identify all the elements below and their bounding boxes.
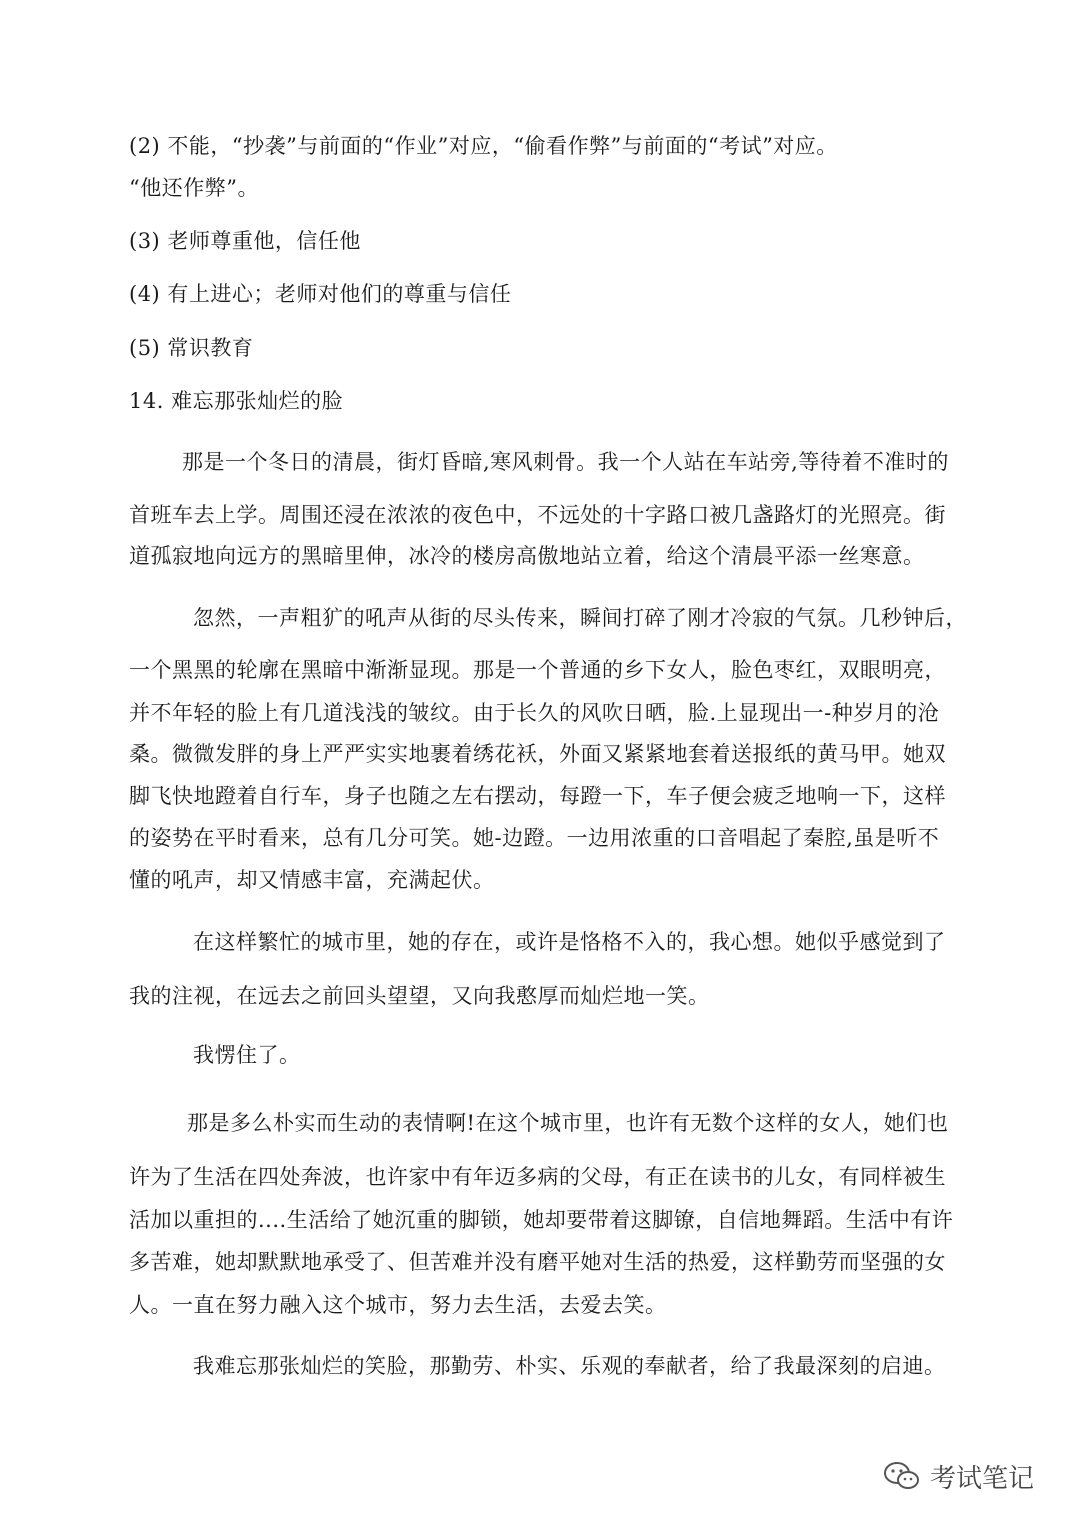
answer-line-4: (4) 有上进心；老师对他们的尊重与信任 [129, 282, 512, 306]
essay-line: 许为了生活在四处奔波，也许家中有年迈多病的父母，有正在读书的儿女，有同样被生 [129, 1165, 946, 1189]
essay-title: 14. 难忘那张灿烂的脸 [129, 389, 344, 413]
essay-line: 一个黑黑的轮廓在黑暗中渐渐显现。那是一个普通的乡下女人，脸色枣红，双眼明亮， [129, 658, 946, 682]
essay-line: 首班车去上学。周围还浸在浓浓的夜色中，不远处的十字路口被几盏路灯的光照亮。街 [129, 503, 946, 527]
essay-line: 我的注视，在远去之前回头望望，又向我憨厚而灿烂地一笑。 [129, 984, 710, 1008]
essay-line: 脚飞快地蹬着自行车，身子也随之左右摆动，每蹬一下，车子便会疲乏地响一下，这样 [129, 784, 946, 808]
essay-line: 在这样繁忙的城市里，她的存在，或许是恪格不入的，我心想。她似乎感觉到了 [193, 930, 946, 954]
answer-line-3: (3) 老师尊重他，信任他 [129, 229, 361, 253]
essay-line: 忽然，一声粗犷的吼声从街的尽头传来，瞬间打碎了刚才冷寂的气氛。几秒钟后， [193, 606, 967, 630]
essay-line: 桑。微微发胖的身上严严实实地裹着绣花袄，外面又紧紧地套着送报纸的黄马甲。她双 [129, 742, 946, 766]
essay-line: 那是一个冬日的清晨，街灯昏暗,寒风刺骨。我一个人站在车站旁,等待着不准时的 [182, 450, 949, 474]
answer-line-5: (5) 常识教育 [129, 336, 254, 360]
essay-line: 我难忘那张灿烂的笑脸，那勤劳、朴实、乐观的奉献者，给了我最深刻的启迪。 [193, 1354, 946, 1378]
essay-line: 多苦难，她却默默地承受了、但苦难并没有磨平她对生活的热爱，这样勤劳而坚强的女 [129, 1250, 946, 1274]
essay-line: 懂的吼声，却又情感丰富，充满起伏。 [129, 868, 495, 892]
answer-line-2-cont: “他还作弊”。 [129, 176, 259, 200]
essay-line: 道孤寂地向远方的黑暗里伸，冰冷的楼房高傲地站立着，给这个清晨平添一丝寒意。 [129, 544, 925, 568]
essay-line: 我愣住了。 [193, 1043, 301, 1067]
answer-line-2: (2) 不能，“抄袭”与前面的“作业”对应，“偷看作弊”与前面的“考试”对应。 [129, 134, 838, 158]
essay-line: 的姿势在平时看来，总有几分可笑。她-边蹬。一边用浓重的口音唱起了秦腔,虽是听不 [129, 826, 940, 850]
watermark [882, 1456, 1052, 1496]
essay-line: 并不年轻的脸上有几道浅浅的皱纹。由于长久的风吹日晒，脸.上显现出一-种岁月的沧 [129, 701, 940, 725]
essay-line: 人。一直在努力融入这个城市，努力去生活，去爱去笑。 [129, 1293, 667, 1317]
essay-line: 那是多么朴实而生动的表情啊!在这个城市里，也许有无数个这样的女人，她们也 [187, 1111, 949, 1135]
essay-line: 活加以重担的....生活给了她沉重的脚锁，她却要带着这脚镣，自信地舞蹈。生活中有许 [129, 1208, 954, 1232]
wechat-icon [882, 1460, 922, 1492]
watermark-text: 考试笔记 [930, 1463, 1035, 1494]
